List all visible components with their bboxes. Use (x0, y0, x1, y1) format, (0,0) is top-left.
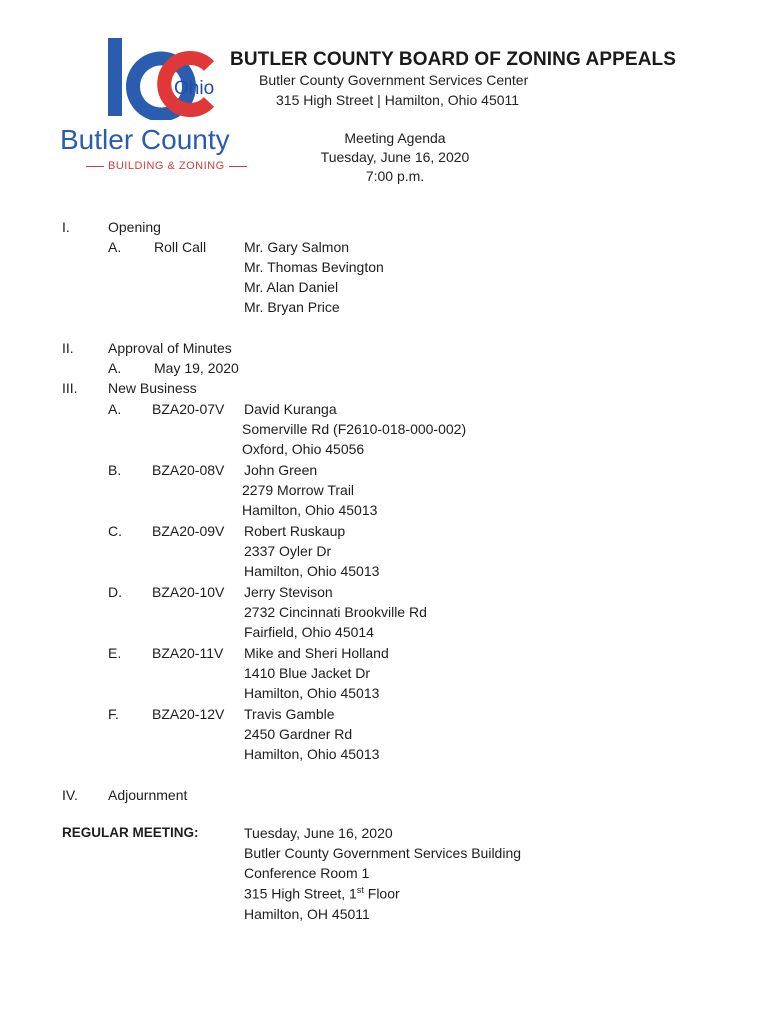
regular-meeting-date: Tuesday, June 16, 2020 (244, 825, 393, 841)
minutes-date: May 19, 2020 (154, 360, 239, 376)
applicant-name: John Green (244, 462, 318, 478)
case-number: BZA20-11V (152, 645, 224, 661)
regular-meeting-room: Conference Room 1 (244, 865, 370, 881)
applicant-name: Robert Ruskaup (244, 523, 346, 539)
section-numeral: II. (62, 340, 74, 356)
meeting-agenda-heading: Meeting Agenda (344, 130, 446, 146)
case-number: BZA20-07V (152, 401, 225, 417)
applicant-name: Mike and Sheri Holland (244, 645, 389, 661)
case-address-line: 2450 Gardner Rd (244, 726, 353, 742)
case-city-line: Hamilton, Ohio 45013 (244, 563, 380, 579)
section-numeral: IV. (62, 787, 78, 803)
section-numeral: I. (62, 219, 70, 235)
meeting-time: 7:00 p.m. (365, 168, 425, 184)
case-city-line: Oxford, Ohio 45056 (242, 441, 365, 457)
case-number: BZA20-10V (152, 584, 225, 600)
butler-county-logo (60, 38, 255, 178)
applicant-name: Travis Gamble (244, 706, 335, 722)
case-letter: F. (108, 706, 119, 722)
case-address-line: 2732 Cincinnati Brookville Rd (244, 604, 427, 620)
section-title-adjournment: Adjournment (108, 787, 188, 803)
case-letter: D. (108, 584, 122, 600)
member-name: Mr. Bryan Price (244, 299, 340, 315)
case-letter: E. (108, 645, 122, 661)
logo-tagline: BUILDING & ZONING (82, 160, 251, 172)
case-address-line: 1410 Blue Jacket Dr (244, 665, 371, 681)
applicant-name: David Kuranga (244, 401, 337, 417)
item-letter: A. (108, 239, 122, 255)
logo-county-text: Butler County (60, 124, 230, 155)
case-city-line: Hamilton, Ohio 45013 (244, 746, 380, 762)
case-address-line: 2279 Morrow Trail (242, 482, 355, 498)
item-letter: A. (108, 360, 122, 376)
meeting-date: Tuesday, June 16, 2020 (320, 149, 470, 165)
logo-ohio-text: Ohio (174, 78, 215, 99)
regular-meeting-street: 315 High Street, 1st Floor (244, 885, 400, 902)
roll-call-label: Roll Call (154, 239, 207, 255)
case-letter: A. (108, 401, 122, 417)
case-address-line: Somerville Rd (F2610-018-000-002) (242, 421, 467, 437)
board-title: BUTLER COUNTY BOARD OF ZONING APPEALS (230, 49, 676, 70)
regular-meeting-building: Butler County Government Services Building (244, 845, 522, 861)
case-city-line: Hamilton, Ohio 45013 (244, 685, 380, 701)
case-number: BZA20-08V (152, 462, 225, 478)
header-center-name: Butler County Government Services Center (259, 72, 529, 88)
header-address: 315 High Street | Hamilton, Ohio 45011 (276, 92, 520, 108)
case-address-line: 2337 Oyler Dr (244, 543, 332, 559)
case-number: BZA20-09V (152, 523, 225, 539)
case-letter: B. (108, 462, 122, 478)
member-name: Mr. Gary Salmon (244, 239, 350, 255)
case-city-line: Hamilton, Ohio 45013 (242, 502, 378, 518)
section-title-new-business: New Business (108, 380, 197, 396)
section-title-opening: Opening (108, 219, 161, 235)
case-letter: C. (108, 523, 122, 539)
member-name: Mr. Thomas Bevington (244, 259, 384, 275)
regular-meeting-label: REGULAR MEETING: (62, 825, 199, 840)
case-city-line: Fairfield, Ohio 45014 (244, 624, 374, 640)
member-name: Mr. Alan Daniel (244, 279, 339, 295)
case-number: BZA20-12V (152, 706, 225, 722)
applicant-name: Jerry Stevison (244, 584, 333, 600)
regular-meeting-city: Hamilton, OH 45011 (244, 906, 370, 922)
section-title-minutes: Approval of Minutes (108, 340, 232, 356)
section-numeral: III. (62, 380, 78, 396)
